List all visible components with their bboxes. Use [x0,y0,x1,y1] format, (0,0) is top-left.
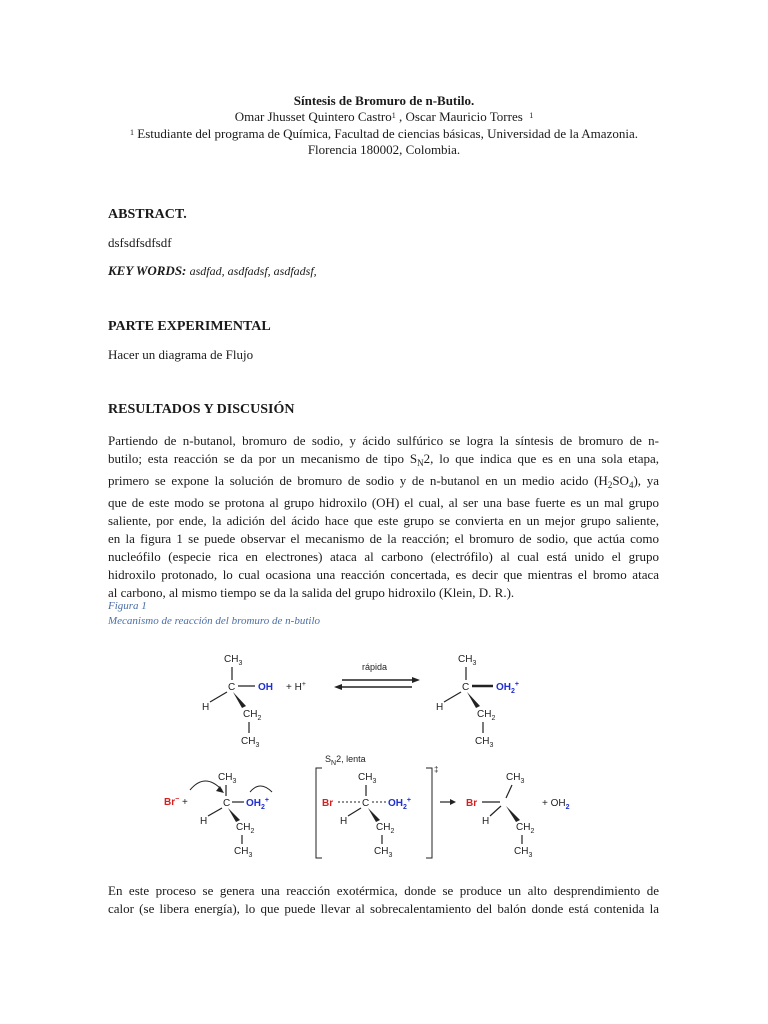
results-line-1: Partiendo de n-butanol, bromuro de sodio, y ácido sulfúrico se logra la síntesis de bromuro de n- [108,433,659,448]
svg-text:C: C [228,682,236,693]
svg-text:H: H [436,702,444,713]
plus-h-plus: + H+ [286,681,306,693]
svg-text:CH3: $CH_3$ [514,846,533,859]
svg-text:CH2: $CH_2$ [516,822,535,835]
svg-text:OH: OH [258,682,273,693]
affiliation-sup: 1 [130,128,135,137]
svg-text:rápida: rápida [362,662,388,672]
svg-text:C: C [362,798,370,809]
svg-text:Br: Br [322,798,334,809]
svg-text:CH2: $CH_2$ [236,822,255,835]
results-line-9: al carbono, al mismo tiempo se da la salida del grupo hidroxilo (Klein, D. R.). [108,585,515,600]
transition-state [316,754,438,859]
results-line-7: nucleófilo (especie rica en electrones) ataca al carbono (electrófilo) al cual está unido el grupo [108,549,659,564]
svg-text:H: H [200,816,208,827]
results-heading: RESULTADOS Y DISCUSIÓN [108,402,295,417]
svg-text:CH3: $CH_3$ [374,846,393,859]
svg-text:CH3: $CH_3$ [234,846,253,859]
closing-paragraph [108,882,659,918]
svg-text:Br: Br [466,798,478,809]
svg-text:CH2: $CH_2$ [243,709,262,722]
city-line: Florencia 180002, Colombia. [307,142,461,157]
svg-text:C: C [223,798,231,809]
svg-text:CH3: $CH_3$ [458,654,477,667]
affiliation: Estudiante del programa de Química, Facultad de ciencias básicas, Universidad de la Amazonia. [137,126,638,141]
author-1: Omar Jhusset Quintero Castro [234,109,392,124]
svg-text:CH3: $CH_3$ [218,772,237,785]
results-line-2: butilo; esta reacción se da por un mecanismo de tipo $S_N2$, lo que indica que es en una sola etapa, [108,451,659,468]
figure-caption: Mecanismo de reacción del bromuro de n-butilo [108,615,321,627]
svg-text:OH2+: $OH_2^+$ [246,797,269,811]
results-line-6: en la figura 1 se puede observar el mecanismo de la reacción; el bromuro de sodio, que actúa como [108,531,659,546]
affiliation-line [60,125,708,142]
svg-text:CH2: $CH_2$ [376,822,395,835]
svg-text:CH3: $CH_3$ [475,736,494,749]
keywords-label: KEY WORDS: [108,263,187,278]
svg-text:CH3: $CH_3$ [506,772,525,785]
paper-title: Síntesis de Bromuro de n-Butilo. [293,93,475,108]
abstract-heading: ABSTRACT. [108,207,187,222]
closing-line-1: En este proceso se genera una reacción exotérmica, donde se produce un alto desprendimiento de [108,883,659,898]
svg-text:CH3: $CH_3$ [241,736,260,749]
svg-text:OH2+: $OH_2^+$ [388,797,411,811]
svg-text:H: H [202,702,210,713]
results-line-5: saliente, por ende, la adición del ácido hace que este grupo se convierta en un mejor grupo saliente, [108,513,659,528]
reaction-mechanism-figure [150,640,610,860]
results-line-4: que de este modo se protona al grupo hidroxilo (OH) el cual, al ser una base fuerte es un mal grupo [108,495,659,510]
svg-text:CH3: $CH_3$ [358,772,377,785]
author-2: , Oscar Mauricio Torres [395,109,523,124]
svg-text:OH2+: $OH_2^+$ [496,681,519,695]
protonated-butanol [436,654,519,749]
svg-text:H: H [482,816,490,827]
svg-text:C: C [462,682,470,693]
keywords-line [108,262,659,280]
keywords-values: asdfad, asdfadsf, asdfadsf, [189,264,317,278]
svg-text:Br−: Br− [164,796,180,808]
bromide-attack [164,772,272,859]
author-2-sup: 1 [529,111,534,120]
results-line-3: primero se expone la solución de bromuro de sodio y de n-butanol en un medio acido $(H_2SO_4)$, ya [108,473,659,490]
abstract-text: dsfsdfsdfsdf [108,235,172,250]
svg-text:CH3: $CH_3$ [224,654,243,667]
butanol-molecule [202,654,273,749]
closing-line-2: calor (se libera energía), lo que puede llevar al sobrecalentamiento del balón donde está contenida la [108,901,659,916]
svg-text:SN2, lenta: $S_N2$, lenta [325,754,366,767]
authors-line [60,108,708,125]
results-paragraph [108,432,659,602]
equilibrium-arrow [334,662,420,690]
experimental-heading: PARTE EXPERIMENTAL [108,319,271,334]
svg-text:‡: ‡ [434,765,439,774]
author-1-sup: 1 [391,111,396,120]
bromobutane-product [466,772,570,859]
svg-text:H: H [340,816,348,827]
results-line-8: hidroxilo protonado, lo cual ocasiona una reacción concertada, es decir que mientras el bromo ataca [108,567,659,582]
svg-text:+: + [182,797,188,808]
svg-text:+ OH2: + $OH_2$ [542,798,570,811]
forward-arrow [440,799,456,805]
experimental-text: Hacer un diagrama de Flujo [108,347,254,362]
figure-label: Figura 1 [108,600,147,612]
svg-text:CH2: $CH_2$ [477,709,496,722]
